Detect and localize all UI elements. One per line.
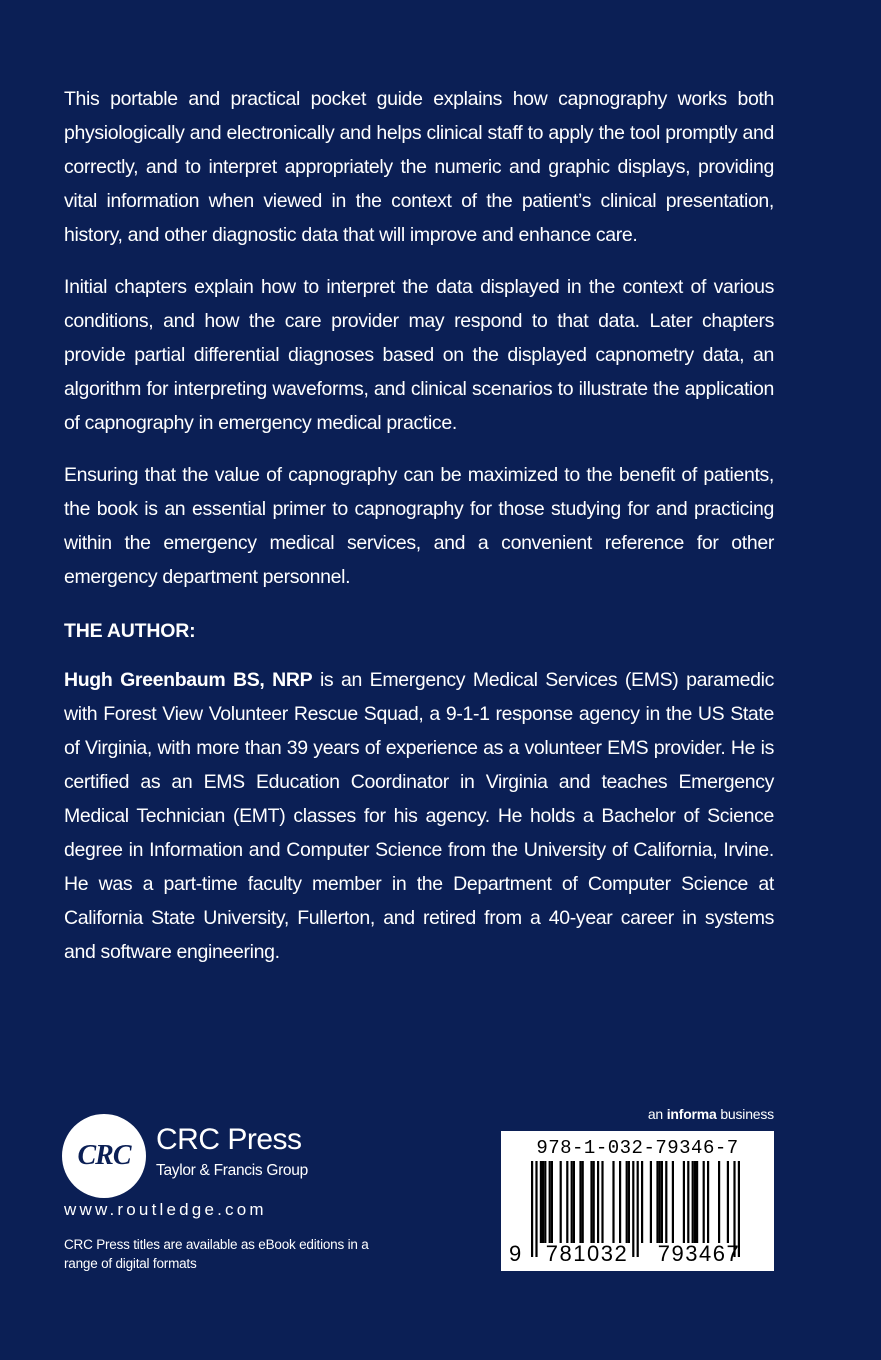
barcode-bar: [619, 1161, 621, 1243]
informa-brand: informa: [666, 1106, 717, 1122]
author-bio-text: is an Emergency Medical Services (EMS) paramedic with Forest View Volunteer Rescue Squad, a 9-1-1 response agency in the US State of Virginia, with more than 39 years of experience as a volunteer EMS provider. He is certified as an EMS Education Coordinator in Virginia and teaches Emergency Medical Technician (EMT) classes for his agency. He holds a Bachelor of Science degree in Information and Computer Science from the University of California, Irvine. He was a part-time faculty member in the Department of Computer Science at California State University, Fullerton, and retired from a 40-year career in systems and software engineering.: [64, 669, 774, 963]
description-paragraph-1: This portable and practical pocket guide explains how capnography works both physiologically and electronically and helps clinical staff to apply the tool promptly and correctly, and to interpret appropriately the numeric and graphic displays, providing vital information when viewed in the context of the patient’s clinical presentation, history, and other diagnostic data that will improve and enhance care.: [64, 88, 774, 246]
barcode-bar: [626, 1161, 628, 1243]
barcode-bar: [718, 1161, 720, 1243]
barcode-bar: [531, 1161, 533, 1257]
barcode-bar: [544, 1161, 546, 1243]
barcode-bar: [656, 1161, 658, 1243]
description-paragraph-3: Ensuring that the value of capnography can be maximized to the benefit of patients, the book is an essential primer to capnography for those studying for and practicing within the emergency medical services, and a convenient reference for other emergency department personnel.: [64, 464, 774, 588]
barcode-bar: [571, 1161, 573, 1243]
book-description: [64, 82, 774, 612]
isbn-digits-group-1: 781032: [545, 1241, 629, 1266]
ebook-note: CRC Press titles are available as eBook editions in a range of digital formats: [64, 1237, 369, 1271]
barcode-bar: [661, 1161, 663, 1243]
barcode-bar: [707, 1161, 709, 1243]
barcode-bar: [601, 1161, 603, 1243]
barcode-bar: [573, 1161, 575, 1243]
barcode-bar: [597, 1161, 599, 1243]
barcode-bar: [694, 1161, 696, 1243]
barcode-bar: [703, 1161, 705, 1243]
barcode-bar: [551, 1161, 553, 1243]
barcode-bar: [672, 1161, 674, 1243]
barcode-bar: [542, 1161, 544, 1243]
author-heading: THE AUTHOR:: [64, 620, 196, 642]
tagline-suffix: business: [716, 1106, 774, 1122]
author-name: Hugh Greenbaum BS, NRP: [64, 669, 313, 691]
informa-tagline: [648, 1106, 774, 1122]
barcode-bar: [683, 1161, 685, 1243]
barcode-bar: [687, 1161, 689, 1243]
barcode-bar: [659, 1161, 661, 1243]
crc-logo: [62, 1114, 146, 1198]
author-bio: [64, 663, 774, 969]
isbn-barcode: [501, 1131, 774, 1271]
barcode-bar: [590, 1161, 592, 1243]
barcode-bar: [692, 1161, 694, 1243]
barcode-bar: [549, 1161, 551, 1243]
tagline-prefix: an: [647, 1106, 667, 1122]
barcode-bar: [560, 1161, 562, 1243]
description-paragraph-2: Initial chapters explain how to interpret the data displayed in the context of various conditions, and how the care provider may respond to that data. Later chapters provide partial differential diagnoses based on the displayed capnometry data, an algorithm for interpreting waveforms, and clinical scenarios to illustrate the application of capnography in emergency medical practice.: [64, 276, 774, 434]
publisher-name: CRC Press: [156, 1123, 302, 1156]
isbn-digits-group-2: 793467: [657, 1241, 741, 1266]
barcode-bar: [665, 1161, 667, 1243]
barcode-bar: [650, 1161, 652, 1243]
barcode-bar: [582, 1161, 584, 1243]
barcode-bar: [641, 1161, 643, 1243]
isbn-text: 978-1-032-79346-7: [536, 1137, 739, 1159]
barcode-bar: [593, 1161, 595, 1243]
barcode-bar: [628, 1161, 630, 1243]
isbn-digit-lead: 9: [509, 1241, 522, 1266]
barcode-bar: [612, 1161, 614, 1243]
barcode-bar: [696, 1161, 698, 1243]
barcode-bar: [566, 1161, 568, 1243]
barcode-bar: [579, 1161, 581, 1243]
publisher-website: www.routledge.com: [64, 1200, 267, 1219]
barcode-bar: [727, 1161, 729, 1243]
crc-logo-text: CRC: [77, 1140, 131, 1171]
publisher-group: Taylor & Francis Group: [156, 1162, 308, 1179]
barcode-bar: [540, 1161, 542, 1243]
